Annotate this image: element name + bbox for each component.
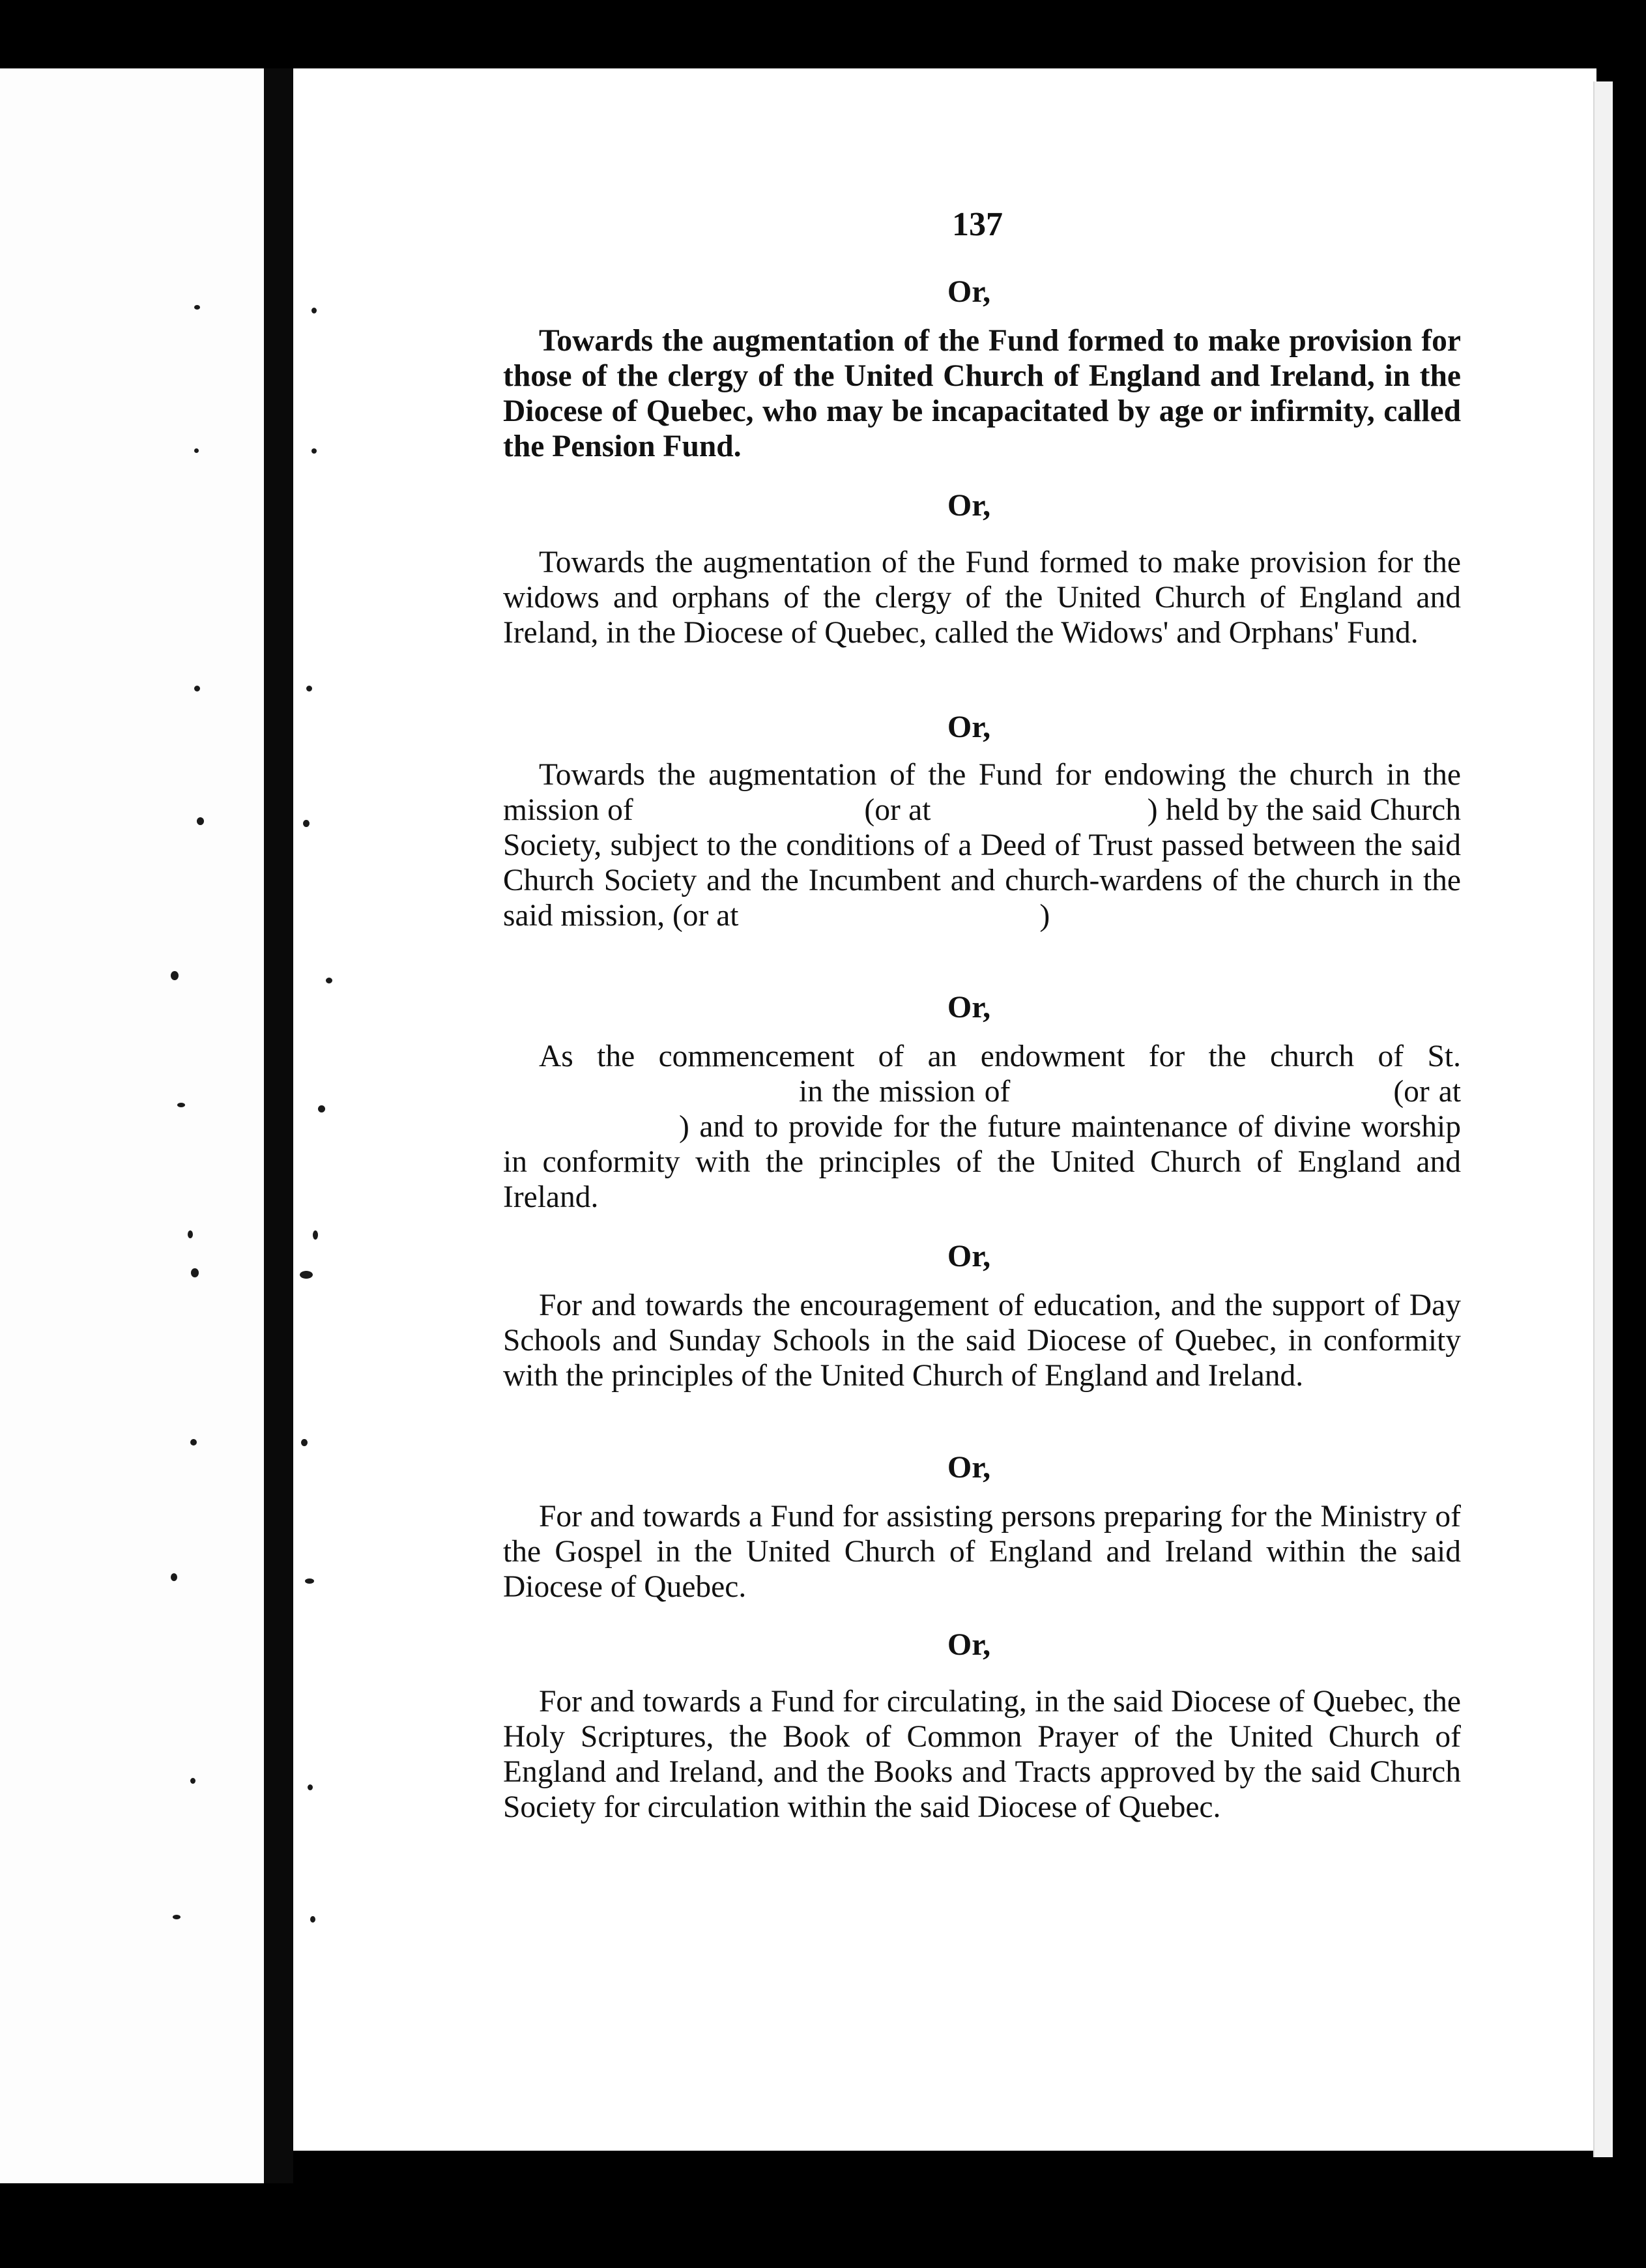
paragraph-text: ): [1039, 899, 1050, 933]
ink-speck: [311, 308, 317, 313]
paragraph-text: (or at: [1393, 1075, 1462, 1109]
paragraph-text: ) and to provide for the future maintenance of divine worship in conformity with the principles of the United Church of England and Ireland.: [503, 1110, 1461, 1214]
section-heading: Or,: [947, 990, 991, 1025]
section-paragraph: For and towards a Fund for circulating, in the said Diocese of Quebec, the Holy Scriptures, the Book of Common Prayer of the United Church of England and Ireland, and the Books and Tracts approved by the said Church Society for circulation within the said Diocese of Quebec.: [503, 1685, 1461, 1824]
section-paragraph: For and towards a Fund for assisting persons preparing for the Ministry of the Gospel in the United Church of England and Ireland within the said Diocese of Quebec.: [503, 1500, 1461, 1604]
section-heading: Or,: [947, 488, 991, 523]
section-paragraph: [503, 1039, 1461, 1215]
ink-speck: [194, 305, 200, 310]
book-gutter: [264, 68, 293, 2183]
ink-speck: [171, 971, 179, 980]
ink-speck: [171, 1573, 177, 1581]
ink-speck: [190, 1778, 195, 1784]
ink-speck: [173, 1915, 180, 1919]
ink-speck: [305, 1578, 314, 1584]
ink-speck: [197, 817, 204, 825]
ink-speck: [326, 978, 332, 983]
section-paragraph: Towards the augmentation of the Fund formed to make provision for those of the clergy of the United Church of England and Ireland, in the Diocese of Quebec, who may be incapacitated by age or infirmity, called the Pension Fund.: [503, 324, 1461, 463]
ink-speck: [303, 820, 310, 827]
section-heading: Or,: [947, 1239, 991, 1273]
paragraph-text: held by the said Church Society, subject to the conditions of a Deed of Trust passed between the said Church Society and the Incumbent and church-wardens of the church in the said mission, (or at: [503, 793, 1461, 933]
ink-speck: [310, 1916, 315, 1923]
ink-speck: [194, 686, 200, 691]
ink-speck: [194, 448, 199, 453]
ink-speck: [311, 448, 317, 454]
section-heading: Or,: [947, 710, 991, 744]
ink-speck: [306, 686, 312, 691]
ink-speck: [313, 1230, 318, 1240]
paragraph-text: Towards the augmentation of the Fund for endowing the church in the mission of: [503, 758, 1461, 827]
ink-speck: [188, 1230, 193, 1238]
section-heading: Or,: [947, 1450, 991, 1485]
section-paragraph: For and towards the encouragement of education, and the support of Day Schools and Sunday Schools in the said Diocese of Quebec, in conformity with the principles of the United Church of England and Ireland.: [503, 1288, 1461, 1393]
ink-speck: [300, 1271, 313, 1279]
facing-page: [0, 68, 264, 2183]
ink-speck: [177, 1103, 185, 1107]
paragraph-text: ): [1147, 793, 1158, 827]
section-paragraph: [503, 757, 1461, 933]
section-heading: Or,: [947, 1627, 991, 1662]
section-paragraph: Towards the augmentation of the Fund formed to make provision for the widows and orphans of the clergy of the United Church of England and Ireland, in the Diocese of Quebec, called the Widows' and Orphans' Fund.: [503, 545, 1461, 650]
ink-speck: [190, 1439, 197, 1446]
ink-speck: [318, 1105, 325, 1112]
page-edge: [1593, 81, 1613, 2157]
ink-speck: [301, 1439, 308, 1446]
section-heading: Or,: [947, 274, 991, 309]
paragraph-text: (or at: [864, 793, 931, 827]
page-number: 137: [952, 206, 1003, 243]
ink-speck: [191, 1268, 199, 1277]
paragraph-text: in the mission of: [799, 1075, 1011, 1109]
ink-speck: [308, 1784, 313, 1790]
paragraph-text: As the commencement of an endowment for the church of St.: [539, 1040, 1461, 1073]
